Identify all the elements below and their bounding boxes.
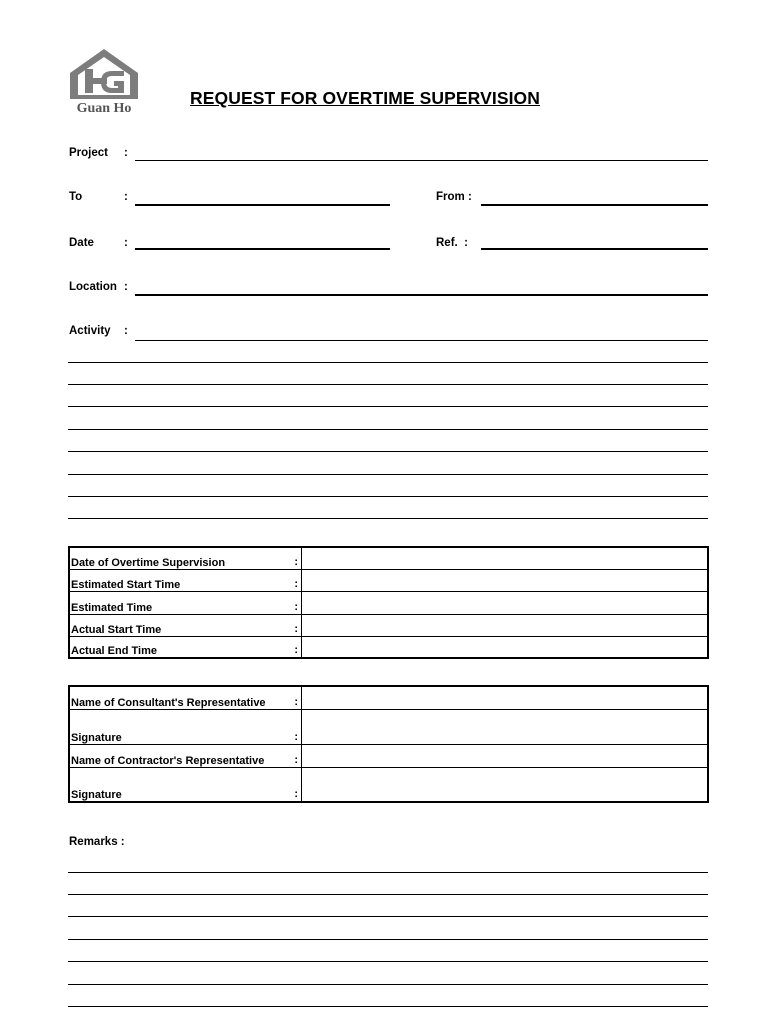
table-row xyxy=(69,744,708,767)
signature-cell[interactable] xyxy=(302,767,709,802)
table-row xyxy=(69,591,708,614)
location-label: Location xyxy=(69,281,117,293)
table-value-cell[interactable] xyxy=(302,686,709,709)
from-label: From : xyxy=(436,191,472,203)
representative-table xyxy=(68,685,709,803)
signature-cell[interactable] xyxy=(302,709,709,744)
to-label: To xyxy=(69,191,83,203)
activity-line[interactable] xyxy=(68,518,708,519)
date-label: Date xyxy=(69,237,94,249)
to-input-line[interactable] xyxy=(135,204,390,206)
activity-input-line[interactable] xyxy=(135,340,708,341)
activity-line[interactable] xyxy=(68,496,708,497)
table-row xyxy=(69,709,708,744)
table-row xyxy=(69,636,708,658)
table-label: Estimated Start Time : xyxy=(69,569,302,591)
remarks-line[interactable] xyxy=(68,961,708,962)
ref-input-line[interactable] xyxy=(481,248,708,250)
remarks-line[interactable] xyxy=(68,872,708,873)
activity-line[interactable] xyxy=(68,362,708,363)
table-row xyxy=(69,686,708,709)
project-colon: : xyxy=(124,147,128,159)
page-title: REQUEST FOR OVERTIME SUPERVISION xyxy=(190,88,541,108)
table-value-cell[interactable] xyxy=(302,744,709,767)
table-row xyxy=(69,767,708,802)
table-value-cell[interactable] xyxy=(302,569,709,591)
table-label: Date of Overtime Supervision : xyxy=(69,547,302,569)
table-label: Signature : xyxy=(69,767,302,802)
remarks-line[interactable] xyxy=(68,939,708,940)
remarks-line[interactable] xyxy=(68,1006,708,1007)
overtime-supervision-table xyxy=(68,546,709,659)
remarks-line[interactable] xyxy=(68,916,708,917)
ref-label: Ref. : xyxy=(436,237,468,249)
remarks-line[interactable] xyxy=(68,984,708,985)
activity-label: Activity xyxy=(69,325,111,337)
table-label: Name of Contractor's Representative : xyxy=(69,744,302,767)
activity-line[interactable] xyxy=(68,451,708,452)
date-input-line[interactable] xyxy=(135,248,390,250)
table-value-cell[interactable] xyxy=(302,547,709,569)
project-input-line[interactable] xyxy=(135,160,708,161)
table-label: Signature : xyxy=(69,709,302,744)
table-row xyxy=(69,614,708,636)
table-label: Name of Consultant's Representative : xyxy=(69,686,302,709)
table-value-cell[interactable] xyxy=(302,591,709,614)
project-label: Project xyxy=(69,147,108,159)
remarks-label: Remarks : xyxy=(69,836,125,848)
table-row xyxy=(69,547,708,569)
from-input-line[interactable] xyxy=(481,204,708,206)
date-colon: : xyxy=(124,237,128,249)
activity-line[interactable] xyxy=(68,384,708,385)
location-input-line[interactable] xyxy=(135,294,708,296)
activity-line[interactable] xyxy=(68,474,708,475)
logo-text: Guan Ho xyxy=(76,101,132,116)
location-colon: : xyxy=(124,281,128,293)
table-value-cell[interactable] xyxy=(302,636,709,658)
table-label: Estimated Time : xyxy=(69,591,302,614)
table-value-cell[interactable] xyxy=(302,614,709,636)
activity-colon: : xyxy=(124,325,128,337)
table-label: Actual Start Time : xyxy=(69,614,302,636)
to-colon: : xyxy=(124,191,128,203)
activity-line[interactable] xyxy=(68,429,708,430)
table-row xyxy=(69,569,708,591)
remarks-line[interactable] xyxy=(68,894,708,895)
activity-line[interactable] xyxy=(68,406,708,407)
table-label: Actual End Time : xyxy=(69,636,302,658)
